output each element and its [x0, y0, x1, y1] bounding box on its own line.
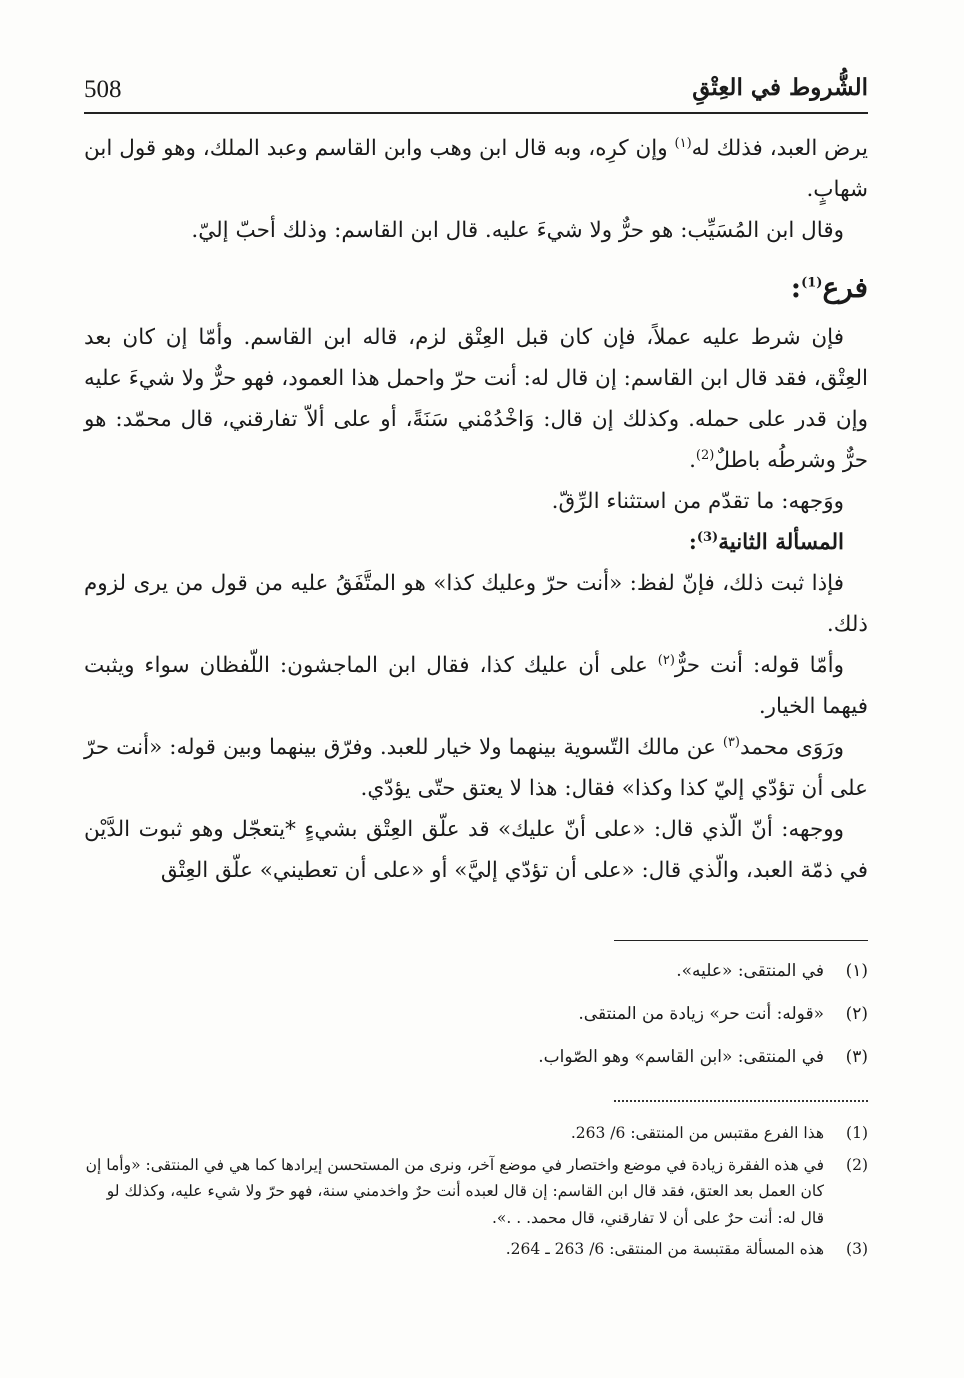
manuscript-footnotes [84, 956, 868, 1085]
footnote-item: (١) في المنتقى: «عليه». [676, 961, 868, 981]
page-number: 508 [84, 76, 122, 103]
paragraph: وقال ابن المُسَيِّب: هو حرٌّ ولا شيءَ عليه. قال ابن القاسم: وذلك أحبّ إليّ. [191, 218, 844, 243]
section-heading-masala: المسألة الثانية$^{(3)}$: [688, 529, 844, 555]
paragraph: فإن شرط عليه عملاً، فإن كان قبل العِتْق لزم، قاله ابن القاسم. وأمّا إن كان بعد العِتْق، فقد قال ابن القاسم: إن قال له: أنت حرّ واحمل هذا العمود، فهو حرٌّ ولا شيءَ عليه وإن قدر على حمله. وكذلك إن قال: وَاخْدُمْني سَنَةً، أو على ألاّ تفارقني، قال محمّد: هو حرٌّ وشرطُه باطلٌ$^{(2)}$. [84, 325, 868, 473]
paragraph: يرض العبد، فذلك له$^{(١)}$ وإن كرِه، وبه قال ابن وهب وابن القاسم وعبد الملك، وهو قول ابن شهابٍ. [84, 135, 869, 202]
footnote-item: (3) هذه المسألة مقتبسة من المنتقى: 6/ 263 ـ 264. [505, 1240, 868, 1258]
paragraph: ووجهه: أنّ الّذي قال: «على أنّ عليك» قد علّق العِتْق بشيءٍ *يتعجّل وهو ثبوت الدَّيْن في ذمّة العبد، والّذي قال: «على أن تؤدّي إليَّ» أو «على أن تعطيني» علّق العِتْق [84, 817, 868, 883]
paragraph: ووَجهه: ما تقدّم من استثناء الرِّقّ. [551, 489, 844, 514]
section-heading-far: فرع$^{(1)}$: [790, 271, 868, 304]
paragraph: وأمّا قوله: أنت حرٌّ$^{(٢)}$ على أن عليك كذا، فقال ابن الماجشون: اللّفظان سواء ويثبت فيهما الخيار. [84, 652, 868, 719]
footnote-item: (2) في هذه الفقرة زيادة في موضع واختصار في موضع آخر، ونرى من المستحسن إيرادها كما هي في المنتقى: «وأما إن كان العمل بعد العتق، فقد قال ابن القاسم: إن قال لعبده أنت حرٌ واخدمني سنة، فهو حرّ ولا شيء عليه، وكذلك لو قال له: أنت حرٌ على أن لا تفارقني، قال محمد. . .». [85, 1155, 868, 1227]
editor-footnotes [84, 1120, 868, 1268]
paragraph: ورَوَى محمد$^{(٣)}$ عن مالك التّسوية بينهما ولا خيار للعبد. وفرّق بينهما وبين قوله: «أنت حرّ على أن تؤدّي إليّ كذا وكذا» فقال: هذا لا يعتق حتّى يؤدّي. [84, 734, 868, 801]
running-title: الشُّروط في العِتْقِ [692, 74, 868, 101]
footnote-divider [614, 940, 868, 941]
footnote-ref: (١) [674, 135, 692, 151]
footnote-item: (1) هذا الفرع مقتبس من المنتقى: 6/ 263. [570, 1124, 868, 1142]
footnote-ref: (٢) [657, 652, 675, 668]
main-text [84, 128, 868, 891]
footnote-ref: (٣) [722, 734, 740, 750]
dotted-divider [614, 1100, 868, 1102]
footnote-item: (٣) في المنتقى: «ابن القاسم» وهو الصّواب. [538, 1047, 868, 1067]
page-header [84, 72, 868, 114]
footnote-item: (٢) «قوله: أنت حر» زيادة من المنتقى. [578, 1004, 868, 1024]
footnote-ref: (1) [801, 275, 823, 291]
footnote-ref: (2) [695, 447, 715, 463]
paragraph: فإذا ثبت ذلك، فإنّ لفظ: «أنت حرّ وعليك كذا» هو المتَّفَقُ عليه من قول من يرى لزوم ذلك. [84, 571, 868, 637]
footnote-ref: (3) [696, 529, 719, 545]
